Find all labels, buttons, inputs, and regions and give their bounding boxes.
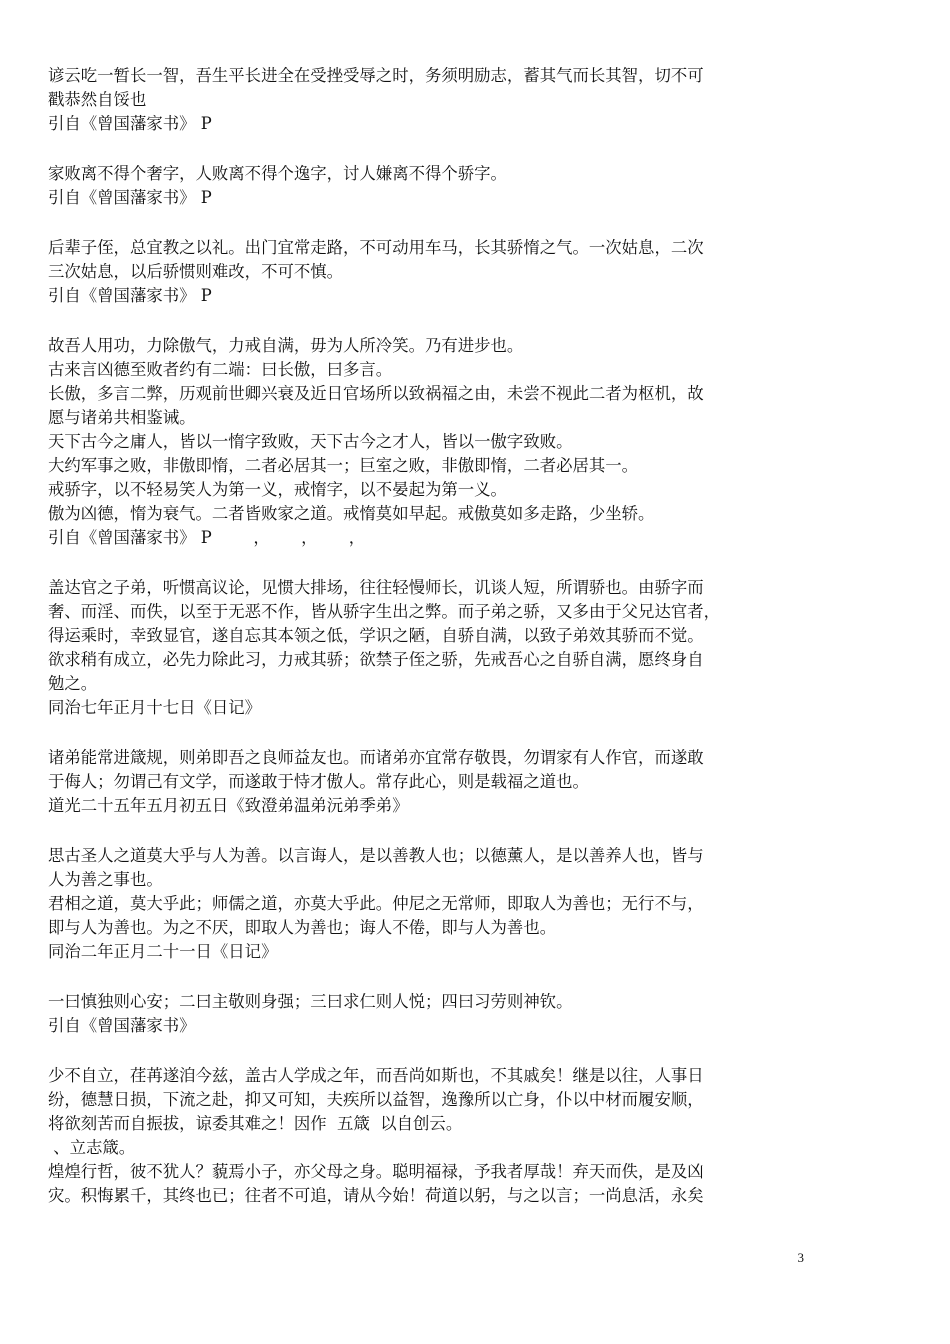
- quote-line: 戒骄字，以不轻易笑人为第一义，戒惰字，以不晏起为第一义。: [48, 480, 507, 499]
- quote-line: 故吾人用功，力除傲气，力戒自满，毋为人所冷笑。乃有进步也。: [48, 336, 524, 355]
- quote-line: 君相之道，莫大乎此；师儒之道，亦莫大乎此。仲尼之无常师，即取人为善也；无行不与，: [48, 894, 704, 913]
- source-citation: 引自《曾国藩家书》 P: [48, 114, 212, 133]
- quote-section: [48, 64, 812, 136]
- quote-line: 即与人为善也。为之不厌，即取人为善也；诲人不倦，即与人为善也。: [48, 918, 557, 937]
- quote-line: 谚云吃一暂长一智，吾生平长进全在受挫受辱之时，务须明励志，蓄其气而长其智，切不可: [48, 66, 704, 85]
- quote-line: 大约军事之败，非傲即惰，二者必居其一；巨室之败，非傲即惰，二者必居其一。: [48, 456, 639, 475]
- quote-line: 灾。积悔累千，其终也已；往者不可追，请从今始！荷道以躬，与之以言；一尚息活，永矣: [48, 1186, 704, 1205]
- quote-section: [48, 162, 812, 210]
- quote-section: [48, 236, 812, 308]
- page-number: 3: [797, 1250, 804, 1265]
- quote-line: 三次姑息，以后骄惯则难改，不可不慎。: [48, 262, 344, 281]
- quote-line: 欲求稍有成立，必先力除此习，力戒其骄；欲禁子侄之骄，先戒吾心之自骄自满，愿终身自: [48, 650, 704, 669]
- quote-line: 勉之。: [48, 674, 98, 693]
- quote-line: 奢、而淫、而佚，以至于无恶不作，皆从骄字生出之弊。而子弟之骄，又多由于父兄达官者，: [48, 602, 721, 621]
- source-citation: 引自《曾国藩家书》 P ， ， ，: [48, 528, 366, 547]
- quote-line: 煌煌行哲，彼不犹人？藐焉小子，亦父母之身。聪明福禄，予我者厚哉！弃天而佚，是及凶: [48, 1162, 704, 1181]
- quote-section: [48, 1064, 812, 1208]
- quote-line: 思古圣人之道莫大乎与人为善。以言诲人，是以善教人也；以德薰人，是以善养人也，皆与: [48, 846, 704, 865]
- quote-line: 盖达官之子弟，听惯高议论，见惯大排场，往往轻慢师长，讥谈人短，所谓骄也。由骄字而: [48, 578, 704, 597]
- document-body: [48, 64, 812, 1234]
- quote-section: [48, 746, 812, 818]
- quote-line: 于侮人；勿谓己有文学，而遂敢于恃才傲人。常存此心，则是载福之道也。: [48, 772, 589, 791]
- quote-line: 戳恭然自馁也: [48, 90, 147, 109]
- quote-line: 一曰慎独则心安；二曰主敬则身强；三曰求仁则人悦；四曰习劳则神钦。: [48, 992, 573, 1011]
- source-citation: 引自《曾国藩家书》 P: [48, 188, 212, 207]
- quote-line: 愿与诸弟共相鉴诫。: [48, 408, 196, 427]
- quote-section: [48, 576, 812, 720]
- quote-line: 傲为凶德，惰为衰气。二者皆败家之道。戒惰莫如早起。戒傲莫如多走路，少坐轿。: [48, 504, 655, 523]
- quote-line: 古来言凶德至败者约有二端：曰长傲，曰多言。: [48, 360, 393, 379]
- quote-section: [48, 844, 812, 964]
- source-citation: 同治二年正月二十一日《日记》: [48, 942, 278, 961]
- quote-line: 后辈子侄，总宜教之以礼。出门宜常走路，不可动用车马，长其骄惰之气。一次姑息，二次: [48, 238, 704, 257]
- quote-line: 长傲，多言二弊，历观前世卿兴衰及近日官场所以致祸福之由，未尝不视此二者为枢机，故: [48, 384, 704, 403]
- quote-line: 人为善之事也。: [48, 870, 163, 889]
- quote-section: [48, 334, 812, 550]
- quote-line: 家败离不得个奢字，人败离不得个逸字，讨人嫌离不得个骄字。: [48, 164, 507, 183]
- quote-line: 天下古今之庸人，皆以一惰字致败，天下古今之才人，皆以一傲字致败。: [48, 432, 573, 451]
- quote-line: 少不自立，荏苒遂洎今兹，盖古人学成之年，而吾尚如斯也，不其戚矣！继是以往，人事日: [48, 1066, 704, 1085]
- quote-line: 将欲刻苦而自振拔，谅委其难之！因作 五箴 以自创云。: [48, 1114, 463, 1133]
- source-citation: 引自《曾国藩家书》: [48, 1016, 196, 1035]
- quote-section: [48, 990, 812, 1038]
- quote-line: 得运乘时，幸致显官，遂自忘其本领之低，学识之陋，自骄自满，以致子弟效其骄而不觉。: [48, 626, 704, 645]
- section-heading: 、立志箴。: [48, 1138, 136, 1157]
- source-citation: 引自《曾国藩家书》 P: [48, 286, 212, 305]
- quote-line: 诸弟能常进箴规，则弟即吾之良师益友也。而诸弟亦宜常存敬畏，勿谓家有人作官，而遂敢: [48, 748, 704, 767]
- source-citation: 道光二十五年五月初五日《致澄弟温弟沅弟季弟》: [48, 796, 409, 815]
- source-citation: 同治七年正月十七日《日记》: [48, 698, 262, 717]
- quote-line: 纷，德慧日损，下流之赴，抑又可知，夫疾所以益智，逸豫所以亡身，仆以中材而履安顺，: [48, 1090, 704, 1109]
